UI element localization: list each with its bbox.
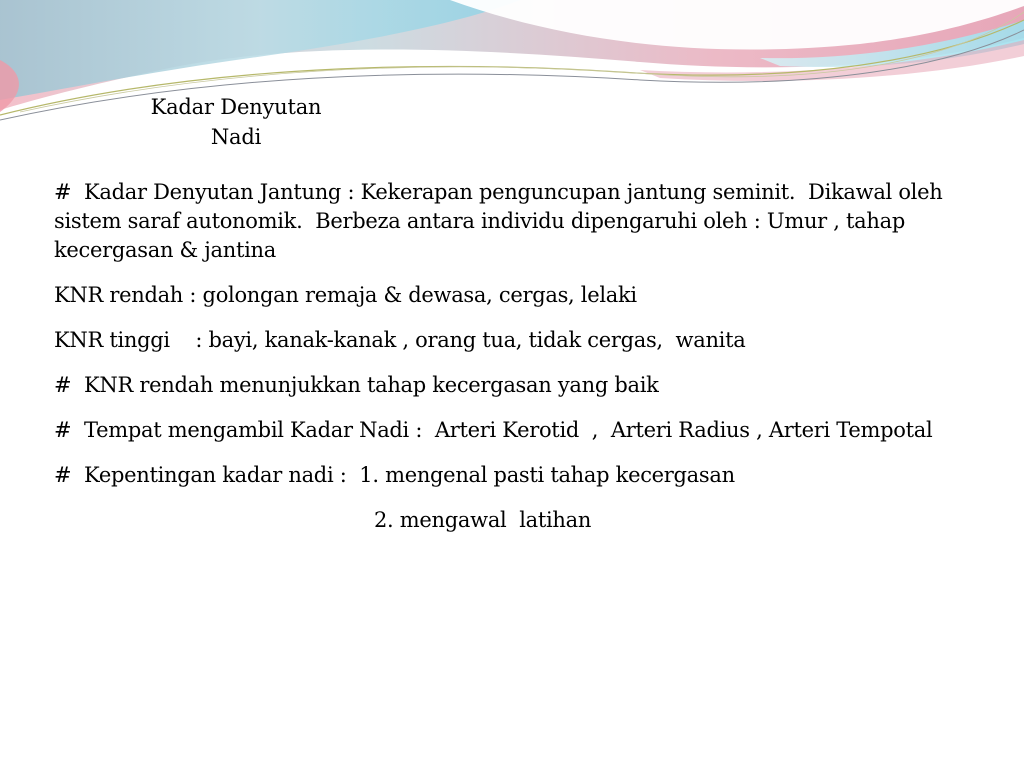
slide-title-line1: Kadar Denyutan xyxy=(150,95,322,119)
paragraph-importance-2: 2. mengawal latihan xyxy=(374,508,592,532)
slide-title xyxy=(120,92,352,152)
paragraph-knr-low: KNR rendah : golongan remaja & dewasa, cergas, lelaki xyxy=(54,283,637,307)
paragraph-definition: # Kadar Denyutan Jantung : Kekerapan penguncupan jantung seminit. Dikawal oleh sistem saraf autonomik. Berbeza antara individu dipengaruhi oleh : Umur , tahap kecergasan & jantina xyxy=(54,180,949,262)
paragraph-importance: # Kepentingan kadar nadi : 1. mengenal pasti tahap kecergasan xyxy=(54,463,735,487)
slide-body xyxy=(54,178,994,551)
paragraph-knr-high: KNR tinggi : bayi, kanak-kanak , orang tua, tidak cergas, wanita xyxy=(54,328,746,352)
paragraph-knr-fitness: # KNR rendah menunjukkan tahap kecergasan yang baik xyxy=(54,373,659,397)
paragraph-pulse-sites: # Tempat mengambil Kadar Nadi : Arteri Kerotid , Arteri Radius , Arteri Tempotal xyxy=(54,418,933,442)
slide-title-line2: Nadi xyxy=(210,125,262,149)
